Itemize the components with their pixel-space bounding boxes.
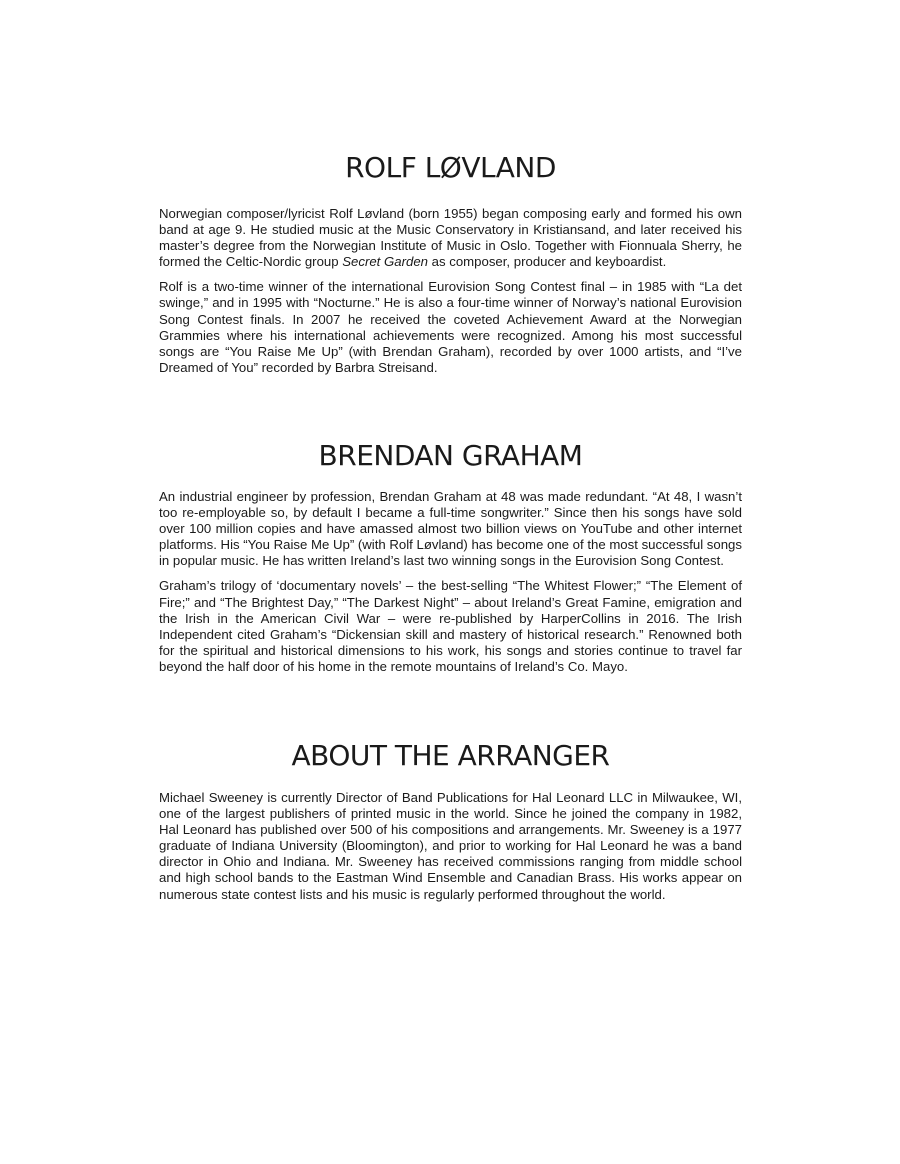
body-paragraph bbox=[159, 206, 742, 270]
paragraph-text: Norwegian composer/lyricist Rolf Løvland (born 1955) began composing early and formed his own band at age 9. He studied music at the Music Conservatory in Kristiansand, and later received his master’s degree from the Norwegian Institute of Music in Oslo. Together with Fionnuala Sherry, he formed the Celtic-Nordic group bbox=[159, 206, 742, 270]
body-paragraph: Rolf is a two-time winner of the international Eurovision Song Contest final – in 1985 with “La det swinge,” and in 1995 with “Nocturne.” He is also a four-time winner of Norway’s national Eurovision Song Contest finals. In 2007 he received the coveted Achievement Award at the Norwegian Grammies where his international achievements were recognized. Among his most successful songs are “You Raise Me Up” (with Brendan Graham), recorded by over 1000 artists, and “I’ve Dreamed of You” recorded by Barbra Streisand. bbox=[159, 279, 742, 375]
section-rolf-lovland bbox=[159, 152, 742, 376]
body-paragraph: An industrial engineer by profession, Brendan Graham at 48 was made redundant. “At 48, I wasn’t too re-employable so, by default I became a full-time songwriter.” Since then his songs have sold over 100 million copies and have amassed almost two billion views on YouTube and other internet platforms. His “You Raise Me Up” (with Rolf Løvland) has become one of the most successful songs in popular music. He has written Ireland’s last two winning songs in the Eurovision Song Contest. bbox=[159, 489, 742, 569]
section-brendan-graham bbox=[159, 440, 742, 675]
body-paragraph: Michael Sweeney is currently Director of Band Publications for Hal Leonard LLC in Milwaukee, WI, one of the largest publishers of printed music in the world. Since he joined the company in 1982, Hal Leonard has published over 500 of his compositions and arrangements. Mr. Sweeney is a 1977 graduate of Indiana University (Bloomington), and prior to working for Hal Leonard he was a band director in Ohio and Indiana. Mr. Sweeney has received commissions ranging from middle school and high school bands to the Eastman Wind Ensemble and Canadian Brass. His works appear on numerous state contest lists and his music is regularly performed throughout the world. bbox=[159, 790, 742, 902]
italic-group-name: Secret Garden bbox=[342, 254, 428, 270]
body-paragraph: Graham’s trilogy of ‘documentary novels’ – the best-selling “The Whitest Flower;” “The Element of Fire;” and “The Brightest Day,” “The Darkest Night” – about Ireland’s Great Famine, emigration and the Irish in the American Civil War – were re-published by HarperCollins in 2016. The Irish Independent cited Graham’s “Dickensian skill and mastery of historical research.” Renowned both for the spiritual and historical dimensions to his work, his songs and stories continue to travel far beyond the half door of his home in the remote mountains of Ireland’s Co. Mayo. bbox=[159, 578, 742, 674]
section-heading: ABOUT THE ARRANGER bbox=[291, 739, 610, 772]
paragraph-text: as composer, producer and keyboardist. bbox=[428, 254, 667, 270]
section-heading: ROLF LØVLAND bbox=[345, 151, 556, 184]
section-about-the-arranger bbox=[159, 740, 742, 903]
section-heading: BRENDAN GRAHAM bbox=[318, 439, 583, 472]
